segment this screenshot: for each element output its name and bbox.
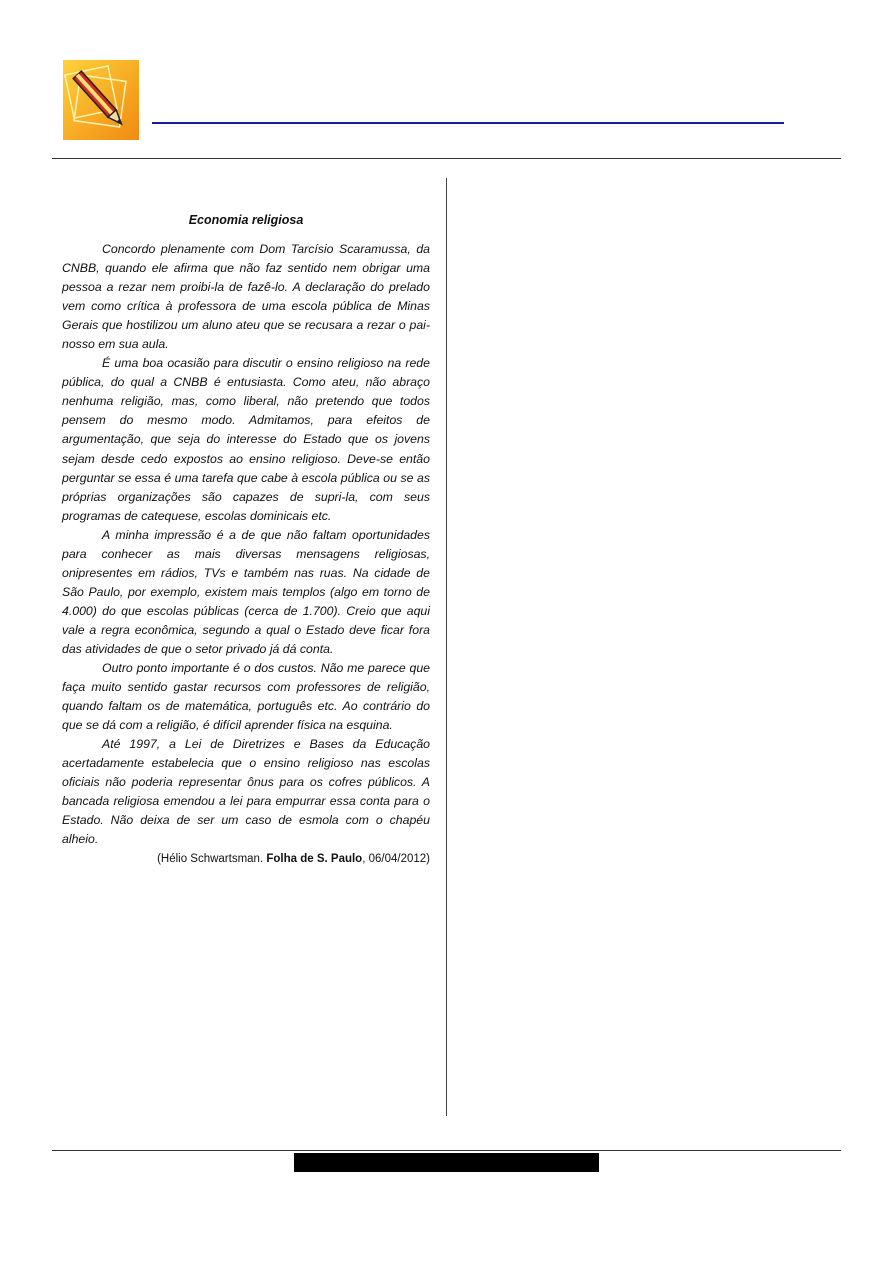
article-paragraph-4: Outro ponto importante é o dos custos. Não me parece que faça muito sentido gastar recursos com professores de religião, quando faltam os de matemática, português etc. Ao contrário do que se dá com a religião, é difícil aprender física na esquina. <box>62 661 430 733</box>
column-divider <box>446 178 447 1116</box>
source-publication: Folha de S. Paulo <box>266 852 363 865</box>
bottom-rule <box>52 1150 841 1151</box>
article-paragraph-5: Até 1997, a Lei de Diretrizes e Bases da Educação acertadamente estabelecia que o ensino religioso nas escolas oficiais não poderia representar ônus para os cofres públicos. A bancada religiosa emendou a lei para empurrar essa conta para o Estado. Não deixa de ser um caso de esmola com o chapéu alheio. <box>62 737 430 847</box>
source-author: (Hélio Schwartsman. <box>157 852 264 865</box>
source-date: , 06/04/2012) <box>362 852 430 865</box>
article <box>62 210 430 868</box>
footer-bar <box>294 1153 599 1172</box>
top-rule <box>52 158 841 159</box>
article-paragraph-2: É uma boa ocasião para discutir o ensino religioso na rede pública, do qual a CNBB é entusiasta. Como ateu, não abraço nenhuma religião, mas, como liberal, não pretendo que todos pensem do mesmo modo. Admitamos, para efeitos de argumentação, que seja do interesse do Estado que os jovens sejam desde cedo expostos ao ensino religioso. Deve-se então perguntar se essa é uma tarefa que cabe à escola pública ou se as próprias organizações são capazes de supri-la, com seus programas de catequese, escolas dominicais etc. <box>62 356 430 523</box>
article-paragraph-3: A minha impressão é a de que não faltam oportunidades para conhecer as mais diversas mensagens religiosas, onipresentes em rádios, TVs e também nas ruas. Na cidade de São Paulo, por exemplo, existem mais templos (algo em torno de 4.000) do que escolas públicas (cerca de 1.700). Creio que aqui vale a regra econômica, segundo a qual o Estado deve ficar fora das atividades de que o setor privado já dá conta. <box>62 527 430 656</box>
article-source <box>62 850 430 868</box>
header-line <box>152 122 784 124</box>
article-paragraph-1: Concordo plenamente com Dom Tarcísio Scaramussa, da CNBB, quando ele afirma que não faz sentido nem obrigar uma pessoa a rezar nem proibi-la de fazê-lo. A declaração do prelado vem como crítica à professora de uma escola pública de Minas Gerais que hostilizou um aluno ateu que se recusara a rezar o pai-nosso em sua aula. <box>62 242 430 352</box>
pencil-logo-icon <box>63 60 139 140</box>
article-title: Economia religiosa <box>188 213 304 227</box>
